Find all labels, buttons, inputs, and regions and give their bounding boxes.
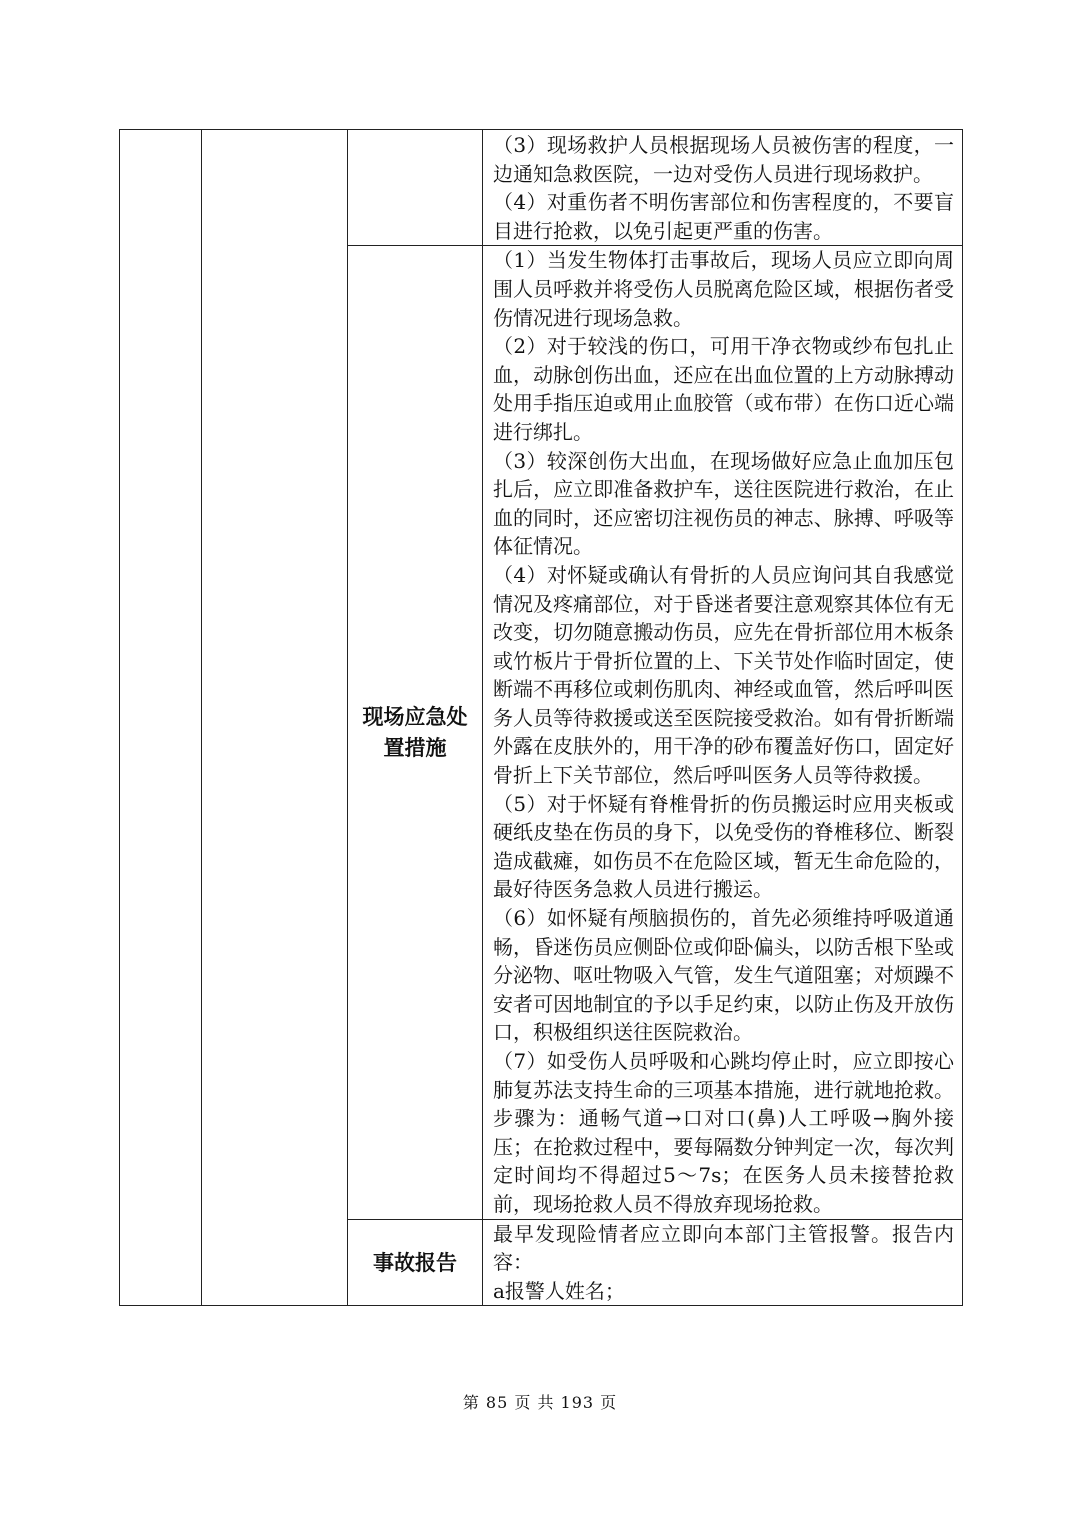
page-number-footer: 第 85 页 共 193 页 [462, 1393, 618, 1412]
paragraph: （4）对怀疑或确认有骨折的人员应询问其自我感觉情况及疼痛部位，对于昏迷者要注意观察其体位有无改变，切勿随意搬动伤员，应先在骨折部位用木板条或竹板片于骨折位置的上、下关节处作临时固定，使断端不再移位或刺伤肌肉、神经或血管，然后呼叫医务人员等待救援或送至医院接受救治。如有骨折断端外露在皮肤外的，用干净的砂布覆盖好伤口，固定好骨折上下关节部位，然后呼叫医务人员等待救援。 [493, 562, 954, 788]
paragraph: （1）当发生物体打击事故后，现场人员应立即向周围人员呼救并将受伤人员脱离危险区域，根据伤者受伤情况进行现场急救。 [493, 248, 954, 330]
empty-cell-col2 [202, 130, 348, 1306]
paragraph: （3）现场救护人员根据现场人员被伤害的程度，一边通知急救医院，一边对受伤人员进行现场救护。 [493, 133, 954, 186]
empty-cell-col3 [348, 130, 483, 246]
paragraph: （4）对重伤者不明伤害部位和伤害程度的，不要盲目进行抢救，以免引起更严重的伤害。 [493, 190, 954, 243]
table-row [120, 130, 963, 246]
empty-cell-col1 [120, 130, 202, 1306]
accident-report-label: 事故报告 [348, 1219, 483, 1306]
paragraph: （3）较深创伤大出血，在现场做好应急止血加压包扎后，应立即准备救护车，送往医院进行救治，在止血的同时，还应密切注视伤员的神志、脉搏、呼吸等体征情况。 [493, 448, 954, 559]
emergency-procedure-table [119, 129, 963, 1306]
paragraph: a报警人姓名； [493, 1278, 625, 1303]
top-section-content [483, 130, 963, 246]
paragraph: （2）对于较浅的伤口，可用干净衣物或纱布包扎止血，动脉创伤出血，还应在出血位置的上方动脉搏动处用手指压迫或用止血胶管（或布带）在伤口近心端进行绑扎。 [493, 334, 954, 444]
paragraph: （5）对于怀疑有脊椎骨折的伤员搬运时应用夹板或硬纸皮垫在伤员的身下，以免受伤的脊椎移位、断裂造成截瘫，如伤员不在危险区域，暂无生命危险的，最好待医务急救人员进行搬运。 [493, 791, 954, 902]
paragraph: （7）如受伤人员呼吸和心跳均停止时，应立即按心肺复苏法支持生命的三项基本措施，进行就地抢救。步骤为：通畅气道→口对口(鼻)人工呼吸→胸外接压；在抢救过程中，要每隔数分钟判定一次，每次判定时间均不得超过5～7s；在医务人员未接替抢救前，现场抢救人员不得放弃现场抢救。 [493, 1049, 954, 1216]
paragraph: （6）如怀疑有颅脑损伤的，首先必须维持呼吸道通畅，昏迷伤员应侧卧位或仰卧偏头，以防舌根下坠或分泌物、呕吐物吸入气管，发生气道阻塞；对烦躁不安者可因地制宜的予以手足约束，以防止伤及开放伤口，积极组织送往医院救治。 [493, 906, 954, 1045]
accident-report-content [483, 1219, 963, 1306]
onsite-measures-content [483, 246, 963, 1219]
paragraph: 最早发现险情者应立即向本部门主管报警。报告内容： [493, 1221, 954, 1275]
onsite-measures-label: 现场应急处置措施 [348, 246, 483, 1219]
